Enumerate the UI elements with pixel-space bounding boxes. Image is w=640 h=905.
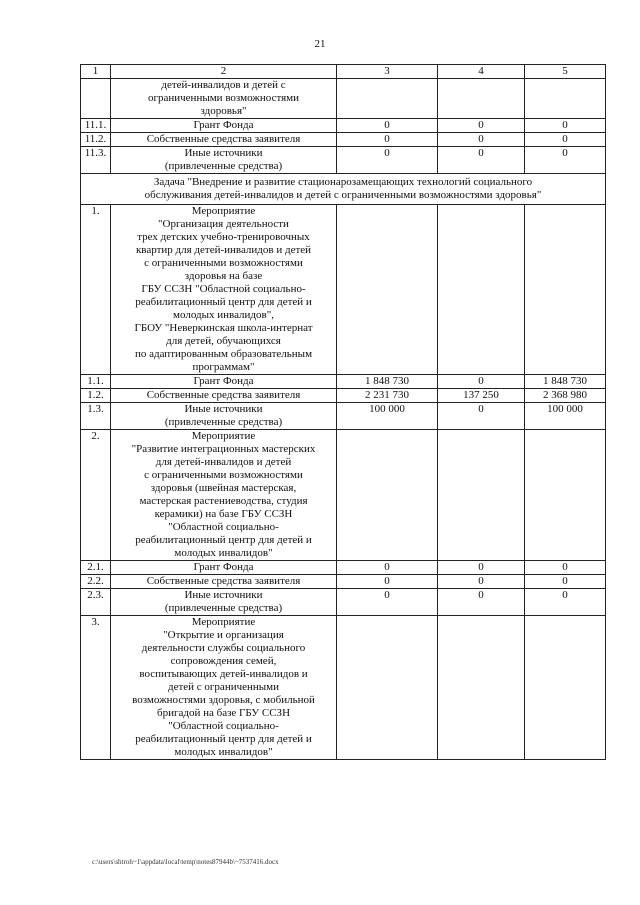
row-number-cell xyxy=(81,430,111,561)
value-col-4: 0 xyxy=(478,133,484,145)
row-name-cell xyxy=(111,147,337,174)
row-number: 1.3. xyxy=(87,403,104,415)
value-col-5: 0 xyxy=(562,133,568,145)
table-row xyxy=(81,119,606,133)
value-col-3-cell xyxy=(337,561,438,575)
budget-table xyxy=(80,64,606,760)
table-row xyxy=(81,589,606,616)
table-body xyxy=(81,79,606,760)
row-name: Собственные средства заявителя xyxy=(146,389,301,401)
value-col-5-cell xyxy=(525,575,606,589)
row-number: 2.1. xyxy=(87,561,104,573)
value-col-4: 0 xyxy=(478,589,484,601)
table-row xyxy=(81,389,606,403)
row-name: детей-инвалидов и детей с ограниченными возможностями здоровья" xyxy=(147,79,300,117)
row-number-cell xyxy=(81,147,111,174)
row-name-cell xyxy=(111,589,337,616)
row-number-cell xyxy=(81,375,111,389)
row-number: 1.2. xyxy=(87,389,104,401)
row-number: 1.1. xyxy=(87,375,104,387)
row-number: 2. xyxy=(91,430,100,442)
value-col-3: 1 848 730 xyxy=(365,375,409,387)
value-col-5: 100 000 xyxy=(547,403,583,415)
value-col-5-cell xyxy=(525,561,606,575)
table-row xyxy=(81,561,606,575)
task-heading xyxy=(81,174,606,205)
task-text: Задача "Внедрение и развитие стационарозамещающих технологий социального обслуживания детей-инвалидов и детей с ограниченными возможностями здоровья" xyxy=(144,176,542,201)
row-number: 11.1. xyxy=(84,119,107,131)
value-col-4: 0 xyxy=(478,575,484,587)
table-row xyxy=(81,147,606,174)
row-number-cell xyxy=(81,389,111,403)
value-col-3-cell xyxy=(337,147,438,174)
row-name: Грант Фонда xyxy=(193,119,254,131)
value-col-5: 0 xyxy=(562,119,568,131)
value-col-5-cell xyxy=(525,119,606,133)
value-col-3-cell xyxy=(337,375,438,389)
value-col-4-cell xyxy=(438,589,525,616)
value-col-4-cell xyxy=(438,205,525,375)
row-number: 2.3. xyxy=(87,589,104,601)
row-number-cell xyxy=(81,561,111,575)
header-col-3: 3 xyxy=(337,65,438,79)
value-col-4-cell xyxy=(438,575,525,589)
table-row xyxy=(81,133,606,147)
row-number-cell xyxy=(81,79,111,119)
value-col-3: 0 xyxy=(384,147,390,159)
row-number-cell xyxy=(81,403,111,430)
value-col-3: 0 xyxy=(384,561,390,573)
row-name-cell xyxy=(111,403,337,430)
value-col-3: 0 xyxy=(384,589,390,601)
value-col-4-cell xyxy=(438,79,525,119)
row-name: Иные источники (привлеченные средства) xyxy=(164,403,283,428)
row-name-cell xyxy=(111,430,337,561)
value-col-3-cell xyxy=(337,589,438,616)
row-number-cell xyxy=(81,589,111,616)
value-col-4: 0 xyxy=(478,561,484,573)
row-number-cell xyxy=(81,133,111,147)
table-row xyxy=(81,375,606,389)
table-header-row xyxy=(81,65,606,79)
value-col-4-cell xyxy=(438,430,525,561)
value-col-3-cell xyxy=(337,430,438,561)
value-col-3-cell xyxy=(337,205,438,375)
value-col-5: 0 xyxy=(562,561,568,573)
row-name-cell xyxy=(111,119,337,133)
value-col-4-cell xyxy=(438,375,525,389)
value-col-5: 0 xyxy=(562,589,568,601)
row-name-cell xyxy=(111,575,337,589)
value-col-5-cell xyxy=(525,616,606,760)
value-col-4-cell xyxy=(438,147,525,174)
task-row xyxy=(81,174,606,205)
row-number-cell xyxy=(81,119,111,133)
row-name: Грант Фонда xyxy=(193,561,254,573)
header-col-2: 2 xyxy=(111,65,337,79)
row-name-cell xyxy=(111,389,337,403)
row-name: Иные источники (привлеченные средства) xyxy=(164,147,283,172)
row-number-cell xyxy=(81,205,111,375)
row-name: Мероприятие "Развитие интеграционных мастерских для детей-инвалидов и детей с ограниченными возможностями здоровья (швейная мастерская, мастерская растениеводства, студия керамики) на базе ГБУ ССЗН "Областной социально- реабилитационный центр для детей и молодых инвалидов" xyxy=(131,430,316,559)
document-path-footer: c:\users\shtroh~1\appdata\local\temp\notes87944b\~7537416.docx xyxy=(92,858,279,866)
value-col-4: 137 250 xyxy=(463,389,499,401)
value-col-4-cell xyxy=(438,403,525,430)
value-col-4-cell xyxy=(438,133,525,147)
value-col-3-cell xyxy=(337,133,438,147)
row-name-cell xyxy=(111,561,337,575)
value-col-4: 0 xyxy=(478,403,484,415)
value-col-5-cell xyxy=(525,133,606,147)
header-col-1: 1 xyxy=(81,65,111,79)
value-col-5-cell xyxy=(525,403,606,430)
value-col-3-cell xyxy=(337,575,438,589)
row-name: Иные источники (привлеченные средства) xyxy=(164,589,283,614)
value-col-3: 0 xyxy=(384,133,390,145)
value-col-3-cell xyxy=(337,389,438,403)
value-col-5-cell xyxy=(525,375,606,389)
row-name: Собственные средства заявителя xyxy=(146,575,301,587)
value-col-4: 0 xyxy=(478,147,484,159)
row-number: 3. xyxy=(91,616,100,628)
row-name-cell xyxy=(111,616,337,760)
value-col-3-cell xyxy=(337,79,438,119)
value-col-4-cell xyxy=(438,561,525,575)
row-number-cell xyxy=(81,616,111,760)
value-col-5-cell xyxy=(525,79,606,119)
row-name: Собственные средства заявителя xyxy=(146,133,301,145)
value-col-3: 100 000 xyxy=(369,403,405,415)
table-row xyxy=(81,403,606,430)
row-name-cell xyxy=(111,205,337,375)
value-col-5-cell xyxy=(525,147,606,174)
table-row xyxy=(81,79,606,119)
row-number-cell xyxy=(81,575,111,589)
page-number: 21 xyxy=(314,38,326,50)
row-name-cell xyxy=(111,133,337,147)
row-name: Грант Фонда xyxy=(193,375,254,387)
value-col-5-cell xyxy=(525,430,606,561)
table-row xyxy=(81,616,606,760)
value-col-5: 2 368 980 xyxy=(543,389,587,401)
header-col-4: 4 xyxy=(438,65,525,79)
table-row xyxy=(81,205,606,375)
row-name-cell xyxy=(111,375,337,389)
value-col-3-cell xyxy=(337,616,438,760)
value-col-4-cell xyxy=(438,389,525,403)
value-col-4: 0 xyxy=(478,375,484,387)
row-number: 1. xyxy=(91,205,100,217)
value-col-4-cell xyxy=(438,616,525,760)
row-name: Мероприятие "Организация деятельности трех детских учебно-тренировочных квартир для детей-инвалидов и детей с ограниченными возможностями здоровья на базе ГБУ ССЗН "Областной социально- реабилитационный центр для детей и молодых инвалидов", ГБОУ "Неверкинская школа-интернат для детей, обучающихся по адаптированным образовательным программам" xyxy=(134,205,313,373)
value-col-5: 1 848 730 xyxy=(543,375,587,387)
value-col-3: 0 xyxy=(384,119,390,131)
header-col-5: 5 xyxy=(525,65,606,79)
value-col-5-cell xyxy=(525,389,606,403)
row-number: 2.2. xyxy=(87,575,104,587)
table-row xyxy=(81,430,606,561)
value-col-3-cell xyxy=(337,119,438,133)
value-col-5-cell xyxy=(525,205,606,375)
value-col-5: 0 xyxy=(562,147,568,159)
row-name: Мероприятие "Открытие и организация деятельности службы социального сопровождения семей, воспитывающих детей-инвалидов и детей с ограниченными возможностями здоровья, с мобильной бригадой на базе ГБУ ССЗН "Областной социально- реабилитационный центр для детей и молодых инвалидов" xyxy=(132,616,315,758)
value-col-5: 0 xyxy=(562,575,568,587)
row-name-cell xyxy=(111,79,337,119)
row-number: 11.2. xyxy=(84,133,107,145)
value-col-3: 0 xyxy=(384,575,390,587)
table-row xyxy=(81,575,606,589)
value-col-4: 0 xyxy=(478,119,484,131)
value-col-4-cell xyxy=(438,119,525,133)
value-col-3-cell xyxy=(337,403,438,430)
value-col-3: 2 231 730 xyxy=(365,389,409,401)
row-number: 11.3. xyxy=(84,147,107,159)
value-col-5-cell xyxy=(525,589,606,616)
